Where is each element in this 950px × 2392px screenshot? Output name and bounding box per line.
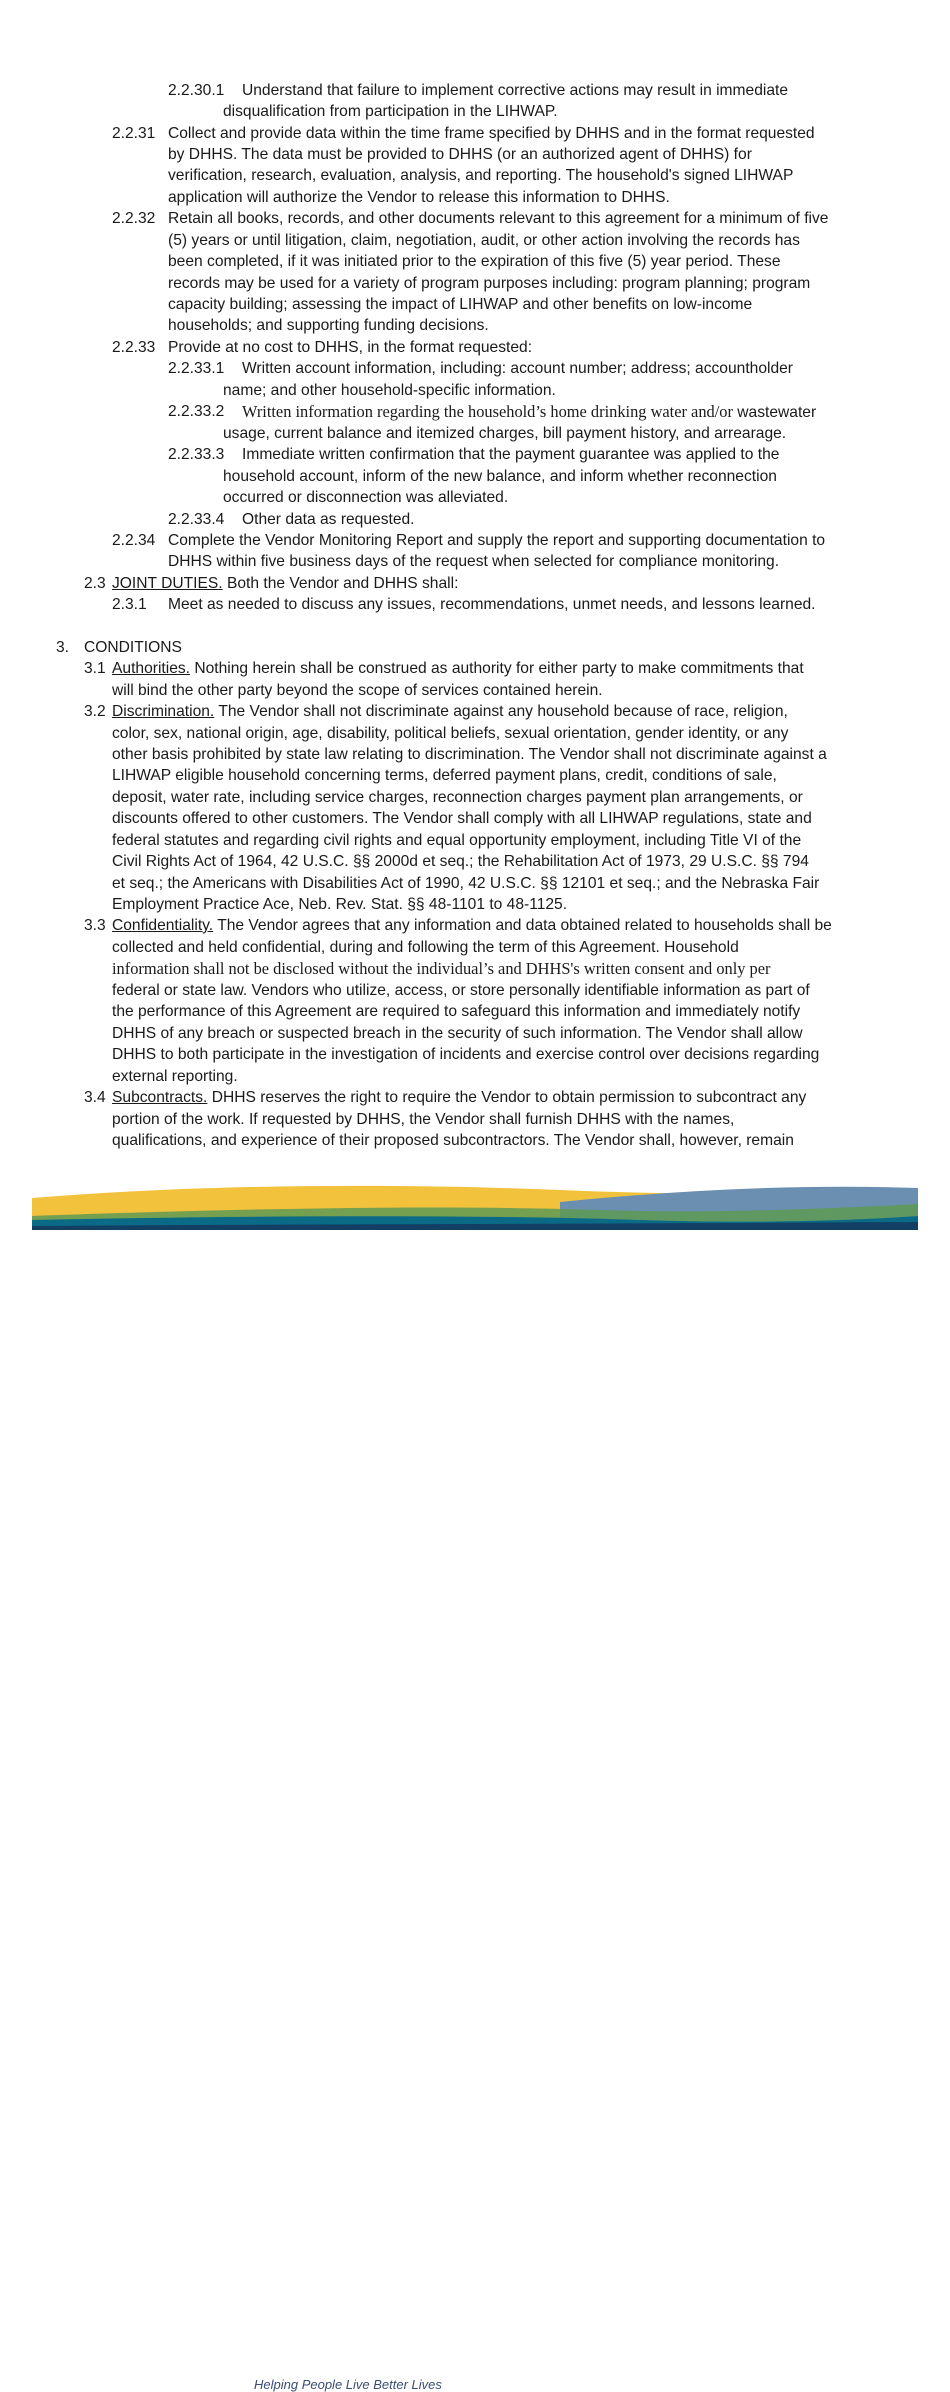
- item-3-3-cont: [0, 1044, 950, 1065]
- item-2-2-33-1: [0, 358, 950, 379]
- serif-text: Written information regarding the household’s home drinking water and/or: [242, 402, 733, 421]
- section-heading: Authorities.: [112, 660, 191, 677]
- item-text: portion of the work. If requested by DHHS, the Vendor shall furnish DHHS with the names,: [112, 1111, 735, 1128]
- item-3-2-cont: [0, 830, 950, 851]
- item-2-2-31: [0, 123, 950, 144]
- item-3-2-cont: [0, 808, 950, 829]
- item-text: Civil Rights Act of 1964, 42 U.S.C. §§ 2000d et seq.; the Rehabilitation Act of 1973, 29 U.S.C. §§ 794: [112, 853, 809, 870]
- item-3-2-cont: [0, 744, 950, 765]
- item-text: usage, current balance and itemized charges, bill payment history, and arrearage.: [223, 425, 787, 442]
- item-number: 2.2.33.4: [168, 511, 225, 528]
- item-3-3: [0, 915, 950, 936]
- item-text: discounts offered to other customers. The Vendor shall comply with all LIHWAP regulations, state and: [112, 810, 812, 827]
- item-number: 2.2.30.1: [168, 82, 225, 99]
- item-3-4-cont: [0, 1109, 950, 1130]
- item-3-3-cont: [0, 1066, 950, 1087]
- item-text: [112, 658, 804, 679]
- item-3-4: [0, 1087, 950, 1108]
- item-2-3: [0, 573, 950, 594]
- item-text: name; and other household-specific information.: [223, 382, 556, 399]
- item-text: will bind the other party beyond the scope of services contained herein.: [112, 682, 603, 699]
- item-text: occurred or disconnection was alleviated.: [223, 489, 509, 506]
- item-2-2-30-1: [0, 80, 950, 101]
- item-text: the performance of this Agreement are required to safeguard this information and immediately notify: [112, 1003, 801, 1020]
- item-2-2-33-3: [0, 444, 950, 465]
- item-text: deposit, water rate, including service charges, reconnection charges payment plan arrangements, or: [112, 789, 803, 806]
- item-number: 2.3.1: [112, 596, 147, 613]
- item-2-2-30-1-cont: [0, 101, 950, 122]
- item-text: Provide at no cost to DHHS, in the format requested:: [168, 339, 533, 356]
- item-2-2-32-cont: [0, 294, 950, 315]
- item-2-2-32-cont: [0, 315, 950, 336]
- document-page: [0, 0, 950, 1180]
- item-text-rest: The Vendor shall not discriminate against any household because of race, religion,: [218, 703, 788, 720]
- item-2-2-33-4: [0, 509, 950, 530]
- item-2-3-1: [0, 594, 950, 615]
- item-3-3-cont: [0, 958, 950, 979]
- item-3-2-cont: [0, 787, 950, 808]
- section-heading: Discrimination.: [112, 703, 215, 720]
- item-2-2-33-3-cont: [0, 487, 950, 508]
- item-3-4-cont: [0, 1130, 950, 1151]
- item-text: [112, 573, 458, 594]
- item-text: DHHS within five business days of the request when selected for compliance monitoring.: [168, 553, 780, 570]
- item-3-1: [0, 658, 950, 679]
- item-number: 2.2.31: [112, 125, 156, 142]
- item-number: 3.3: [84, 917, 106, 934]
- item-2-2-33-1-cont: [0, 380, 950, 401]
- item-text: DHHS to both participate in the investigation of incidents and exercise control over decisions regarding: [112, 1046, 820, 1063]
- section-title: CONDITIONS: [84, 639, 182, 656]
- item-text: Other data as requested.: [242, 511, 415, 528]
- item-text: application will authorize the Vendor to release this information to DHHS.: [168, 189, 670, 206]
- item-3-3-cont: [0, 980, 950, 1001]
- item-text: Meet as needed to discuss any issues, recommendations, unmet needs, and lessons learned.: [168, 596, 816, 613]
- item-text-rest: The Vendor agrees that any information and data obtained related to households shall be: [217, 917, 832, 934]
- item-text: Employment Practice Ace, Neb. Rev. Stat. §§ 48-1101 to 48-1125.: [112, 896, 568, 913]
- item-2-2-33-2-cont: [0, 423, 950, 444]
- item-2-2-32-cont: [0, 251, 950, 272]
- serif-text: information shall not be disclosed without the individual’s and DHHS's written consent and only per: [112, 959, 771, 978]
- item-text: Retain all books, records, and other documents relevant to this agreement for a minimum of five: [168, 210, 829, 227]
- item-text: qualifications, and experience of their proposed subcontractors. The Vendor shall, however, remain: [112, 1132, 794, 1149]
- item-text: Written account information, including: account number; address; accountholder: [242, 360, 793, 377]
- item-number: 2.2.33.3: [168, 446, 225, 463]
- item-3-2-cont: [0, 873, 950, 894]
- section-3-heading: [0, 637, 950, 658]
- item-number: 2.2.32: [112, 210, 156, 227]
- item-3-2-cont: [0, 851, 950, 872]
- item-3-2-cont: [0, 723, 950, 744]
- footer-banner: [0, 1180, 950, 2392]
- item-text-rest: DHHS reserves the right to require the Vendor to obtain permission to subcontract any: [211, 1089, 807, 1106]
- section-heading: Subcontracts.: [112, 1089, 208, 1106]
- item-text: federal statutes and regarding civil rights and equal opportunity employment, including Title VI of the: [112, 832, 802, 849]
- item-3-3-cont: [0, 937, 950, 958]
- item-text: Understand that failure to implement corrective actions may result in immediate: [242, 82, 789, 99]
- item-number: 3.1: [84, 660, 106, 677]
- footer-tagline: Helping People Live Better Lives: [254, 2377, 442, 2392]
- item-3-2-cont: [0, 894, 950, 915]
- item-2-2-33: [0, 337, 950, 358]
- item-3-3-cont: [0, 1023, 950, 1044]
- item-3-2-cont: [0, 765, 950, 786]
- item-3-2: [0, 701, 950, 722]
- item-text: been completed, if it was initiated prior to the expiration of this five (5) year period. These: [168, 253, 781, 270]
- item-number: 3.2: [84, 703, 106, 720]
- item-2-2-34: [0, 530, 950, 551]
- item-2-2-33-3-cont: [0, 466, 950, 487]
- item-number: 2.2.33: [112, 339, 156, 356]
- item-text: households; and supporting funding decisions.: [168, 317, 489, 334]
- item-3-3-cont: [0, 1001, 950, 1022]
- item-2-2-32-cont: [0, 273, 950, 294]
- item-text: DHHS of any breach or suspected breach in the security of such information. The Vendor shall allow: [112, 1025, 803, 1042]
- item-text: color, sex, national origin, age, disability, political beliefs, sexual orientation, gender identity, or any: [112, 725, 789, 742]
- item-text: federal or state law. Vendors who utilize, access, or store personally identifiable information as part of: [112, 982, 810, 999]
- item-number: 2.2.33.1: [168, 360, 225, 377]
- item-text-rest: wastewater: [737, 404, 817, 421]
- section-heading: Confidentiality.: [112, 917, 214, 934]
- item-text-rest: Nothing herein shall be construed as authority for either party to make commitments that: [194, 660, 804, 677]
- item-2-2-32-cont: [0, 230, 950, 251]
- item-text: household account, inform of the new balance, and inform whether reconnection: [223, 468, 777, 485]
- item-text: [112, 915, 832, 936]
- item-text: other basis prohibited by state law relating to discrimination. The Vendor shall not discriminate against a: [112, 746, 827, 763]
- item-text: Collect and provide data within the time frame specified by DHHS and in the format requested: [168, 125, 815, 142]
- item-text-rest: Both the Vendor and DHHS shall:: [226, 575, 459, 592]
- item-text: records may be used for a variety of program purposes including: program planning; program: [168, 275, 811, 292]
- item-text: Immediate written confirmation that the payment guarantee was applied to the: [242, 446, 780, 463]
- item-text: by DHHS. The data must be provided to DHHS (or an authorized agent of DHHS) for: [168, 146, 752, 163]
- section-number: 3.: [56, 639, 70, 656]
- item-number: 3.4: [84, 1089, 106, 1106]
- item-2-2-31-cont: [0, 187, 950, 208]
- item-text: external reporting.: [112, 1068, 238, 1085]
- item-text: disqualification from participation in the LIHWAP.: [223, 103, 558, 120]
- item-2-2-34-cont: [0, 551, 950, 572]
- item-text: (5) years or until litigation, claim, negotiation, audit, or other action involving the records has: [168, 232, 800, 249]
- item-2-2-32: [0, 208, 950, 229]
- item-text: Complete the Vendor Monitoring Report and supply the report and supporting documentation to: [168, 532, 826, 549]
- item-number: 2.2.34: [112, 532, 156, 549]
- item-number: 2.3: [84, 575, 106, 592]
- item-text: verification, research, evaluation, analysis, and reporting. The household's signed LIHWAP: [168, 167, 794, 184]
- item-text: [112, 1087, 806, 1108]
- item-3-1-cont: [0, 680, 950, 701]
- item-text: LIHWAP eligible household concerning terms, deferred payment plans, credit, conditions of sale,: [112, 767, 777, 784]
- item-text: [242, 401, 816, 423]
- item-text: [112, 701, 788, 722]
- item-2-2-31-cont: [0, 144, 950, 165]
- footer-wave-graphic: [0, 1180, 950, 1230]
- item-text: collected and held confidential, during and following the term of this Agreement. Household: [112, 939, 739, 956]
- section-heading: JOINT DUTIES.: [112, 575, 223, 592]
- item-2-2-33-2: [0, 401, 950, 422]
- item-number: 2.2.33.2: [168, 403, 225, 420]
- item-text: capacity building; assessing the impact of LIHWAP and other benefits on low-income: [168, 296, 753, 313]
- item-2-2-31-cont: [0, 165, 950, 186]
- item-text: et seq.; the Americans with Disabilities Act of 1990, 42 U.S.C. §§ 12101 et seq.; and the Nebraska Fair: [112, 875, 820, 892]
